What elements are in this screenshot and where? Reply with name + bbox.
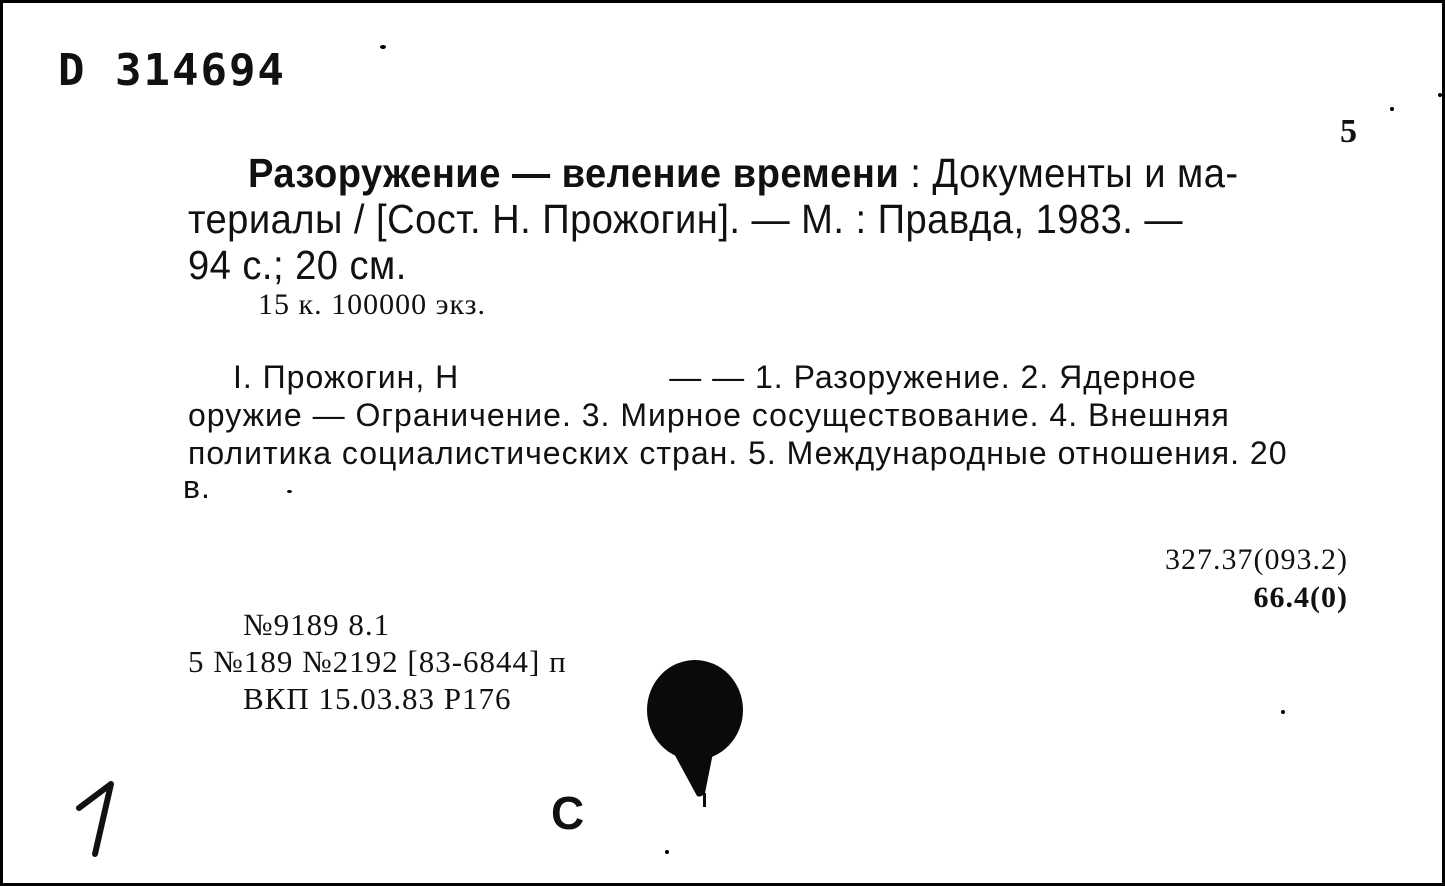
- subjects-line-4: в.: [183, 469, 211, 505]
- ink-blot-icon: [633, 658, 753, 813]
- catalog-stamp: D 314694: [58, 45, 286, 96]
- speck: [380, 45, 386, 49]
- speck: [1281, 710, 1285, 714]
- bottom-letter: С: [551, 787, 585, 839]
- speck: [287, 490, 292, 493]
- entry-title: Разоружение — веление времени: [248, 150, 900, 196]
- handwritten-mark-icon: [73, 778, 133, 858]
- price-and-print-run: 15 к. 100000 экз.: [258, 288, 486, 321]
- bbk-index: 66.4(0): [1253, 581, 1348, 614]
- footer-line-3: ВКП 15.03.83 Р176: [243, 681, 512, 716]
- subjects-line-1: [233, 359, 1197, 396]
- speck: [665, 850, 669, 854]
- entry-line-3: 94 с.; 20 см.: [188, 242, 407, 288]
- udc-index: 327.37(093.2): [1165, 543, 1348, 576]
- footer-line-2: 5 №189 №2192 [83-6844] п: [188, 644, 567, 679]
- page-number: 5: [1340, 113, 1357, 150]
- subject-headings-start: — — 1. Разоружение. 2. Ядерное: [669, 359, 1197, 395]
- entry-line-1-rest: : Документы и ма-: [899, 150, 1239, 196]
- subjects-line-2: оружие — Ограничение. 3. Мирное сосуществование. 4. Внешняя: [188, 397, 1230, 433]
- entry-line-1: [248, 150, 1239, 197]
- entry-line-2: териалы / [Сост. Н. Прожогин]. — М. : Правда, 1983. —: [188, 196, 1184, 242]
- speck: [1438, 93, 1442, 97]
- subjects-line-3: политика социалистических стран. 5. Международные отношения. 20: [188, 435, 1288, 471]
- added-entry: I. Прожогин, Н: [233, 359, 460, 395]
- speck: [1390, 107, 1394, 111]
- footer-line-1: №9189 8.1: [243, 607, 391, 642]
